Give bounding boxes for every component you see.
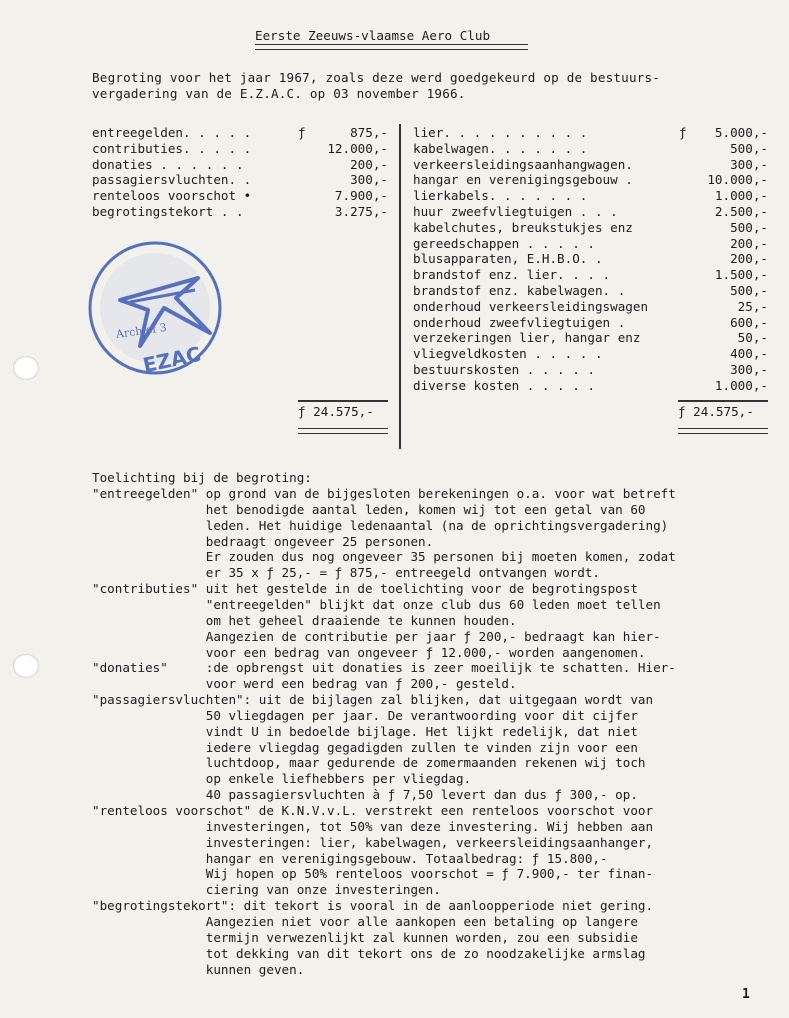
income-label: renteloos voorschot • <box>92 188 252 204</box>
expense-row <box>413 236 768 252</box>
expense-label: kabelchutes, breukstukjes enz <box>413 219 633 235</box>
note-line: op enkele liefhebbers per vliegdag. <box>92 771 472 787</box>
note-line: hangar en verenigingsgebouw. Totaalbedrag: ƒ 15.800,- <box>92 850 608 866</box>
page-number: 1 <box>742 987 750 1002</box>
expense-label: gereedschappen . . . . . <box>413 235 595 251</box>
income-row <box>92 204 388 220</box>
income-amount: 12.000,- <box>327 140 388 156</box>
expense-row <box>413 188 768 204</box>
expense-label: bestuurskosten . . . . . <box>413 361 595 377</box>
expense-label: verzekeringen lier, hangar enz <box>413 330 641 346</box>
income-total-underline <box>298 428 388 434</box>
expense-label: diverse kosten . . . . . <box>413 377 595 393</box>
expense-currency: ƒ <box>679 125 687 140</box>
expense-label: verkeersleidingsaanhangwagen. <box>413 156 633 172</box>
note-line: Aangezien de contributie per jaar ƒ 200,- bedraagt kan hier- <box>92 628 661 644</box>
note-line: "begrotingstekort": dit tekort is vooral in de aanloopperiode niet gering. <box>92 898 654 914</box>
note-line: Aangezien niet voor alle aankopen een betaling op langere <box>92 913 638 929</box>
income-label: passagiersvluchten. . <box>92 172 252 188</box>
expense-label: huur zweefvliegtuigen . . . <box>413 203 618 219</box>
expense-row <box>413 125 768 141</box>
income-amount: 300,- <box>350 172 388 188</box>
expense-amount: 200,- <box>730 251 768 267</box>
expense-row <box>413 220 768 236</box>
punch-hole-top <box>13 356 39 380</box>
expense-amount: 1.000,- <box>714 188 768 204</box>
note-line: "donaties" :de opbrengst uit donaties is zeer moeilijk te schatten. Hier- <box>92 660 676 676</box>
title-underline <box>255 44 528 50</box>
income-amount: 875,- <box>350 125 388 140</box>
note-line: termijn verwezenlijkt zal kunnen worden, zou een subsidie <box>92 929 638 945</box>
expense-row <box>413 315 768 331</box>
income-amount: 200,- <box>350 156 388 172</box>
note-line: leden. Het huidige ledenaantal (na de oprichtingsvergadering) <box>92 517 669 533</box>
note-line: "renteloos voorschot" de K.N.V.v.L. verstrekt een renteloos voorschot voor <box>92 803 654 818</box>
expense-row <box>413 378 768 394</box>
expense-row <box>413 330 768 346</box>
intro-line-2: vergadering van de E.Z.A.C. op 03 november 1966. <box>92 86 466 101</box>
expense-amount: 1.500,- <box>714 267 768 283</box>
note-line: "entreegelden" op grond van de bijgesloten berekeningen o.a. voor wat betreft <box>92 486 676 501</box>
expense-amount: 600,- <box>730 314 768 330</box>
income-amount: 3.275,- <box>334 203 388 219</box>
expense-label: lier. . . . . . . . . . <box>413 125 588 140</box>
expense-label: onderhoud verkeersleidingswagen <box>413 298 649 314</box>
intro-line-1: Begroting voor het jaar 1967, zoals deze werd goedgekeurd op de bestuurs- <box>92 70 661 85</box>
income-label: contributies. . . . . <box>92 140 252 156</box>
stamp-text: EZAC <box>140 341 203 378</box>
expense-amount: 500,- <box>730 140 768 156</box>
note-line: iedere vliegdag gegadigden zullen te vinden zijn voor een <box>92 739 638 755</box>
expense-amount: 50,- <box>737 330 768 346</box>
note-line: om het geheel draaiende te kunnen houden. <box>92 612 517 628</box>
expense-label: vliegveldkosten . . . . . <box>413 346 603 362</box>
document-title: Eerste Zeeuws-vlaamse Aero Club <box>255 28 491 43</box>
club-stamp <box>80 238 230 378</box>
expense-label: kabelwagen. . . . . . . <box>413 140 588 156</box>
expense-row <box>413 172 768 188</box>
expense-amount: 200,- <box>730 235 768 251</box>
note-line: voor werd een bedrag van ƒ 200,- gesteld. <box>92 676 517 692</box>
note-line: luchtdoop, maar gedurende de zomermaanden rekenen wij toch <box>92 755 646 771</box>
expense-sum-line <box>678 400 768 402</box>
expense-total: ƒ 24.575,- <box>678 404 754 419</box>
expense-row <box>413 157 768 173</box>
expense-amount: 300,- <box>730 361 768 377</box>
income-label: entreegelden. . . . . <box>92 125 252 140</box>
expense-amount: 300,- <box>730 156 768 172</box>
note-line: "entreegelden" blijkt dat onze club dus 60 leden moet tellen <box>92 596 661 612</box>
income-row <box>92 125 388 141</box>
income-row <box>92 157 388 173</box>
income-currency: ƒ <box>298 125 306 140</box>
note-line: er 35 x ƒ 25,- = ƒ 875,- entreegeld ontvangen wordt. <box>92 565 600 581</box>
expense-row <box>413 299 768 315</box>
note-line: ciering van onze investeringen. <box>92 882 441 898</box>
note-line: vindt U in bedoelde bijlage. Het lijkt redelijk, dat niet <box>92 723 638 739</box>
income-label: begrotingstekort . . <box>92 203 244 219</box>
expense-label: onderhoud zweefvliegtuigen . <box>413 314 626 330</box>
note-line: tot dekking van dit tekort ons de zo noodzakelijke armslag <box>92 945 646 961</box>
expense-row <box>413 141 768 157</box>
expense-row <box>413 346 768 362</box>
expense-label: brandstof enz. kabelwagen. . <box>413 282 626 298</box>
expense-amount: 25,- <box>737 298 768 314</box>
expense-row <box>413 283 768 299</box>
income-sum-line <box>298 400 388 402</box>
punch-hole-bottom <box>13 654 39 678</box>
note-line: voor een bedrag van ongeveer ƒ 12.000,- worden aangenomen. <box>92 644 646 660</box>
expense-row <box>413 362 768 378</box>
expense-table <box>413 125 768 394</box>
expense-row <box>413 251 768 267</box>
expense-row <box>413 267 768 283</box>
expense-amount: 1.000,- <box>714 377 768 393</box>
note-line: investeringen, tot 50% van deze investering. Wij hebben aan <box>92 818 654 834</box>
expense-amount: 5.000,- <box>714 125 768 140</box>
expense-label: brandstof enz. lier. . . . <box>413 267 611 283</box>
note-line: 40 passagiersvluchten à ƒ 7,50 levert dan dus ƒ 300,- op. <box>92 787 638 803</box>
expense-amount: 2.500,- <box>714 203 768 219</box>
expense-amount: 400,- <box>730 346 768 362</box>
expense-label: hangar en verenigingsgebouw . <box>413 172 633 188</box>
expense-amount: 500,- <box>730 282 768 298</box>
expense-label: blusapparaten, E.H.B.O. . <box>413 251 603 267</box>
note-line: kunnen geven. <box>92 961 305 977</box>
note-line: 50 vliegdagen per jaar. De verantwoording voor dit cijfer <box>92 707 638 723</box>
income-row <box>92 188 388 204</box>
expense-row <box>413 204 768 220</box>
column-divider <box>399 124 401 449</box>
note-line: investeringen: lier, kabelwagen, verkeersleidingsaanhanger, <box>92 834 654 850</box>
income-row <box>92 172 388 188</box>
notes-heading: Toelichting bij de begroting: <box>92 470 312 485</box>
income-label: donaties . . . . . . <box>92 156 244 172</box>
note-line: "contributies" uit het gestelde in de toelichting voor de begrotingspost <box>92 581 638 597</box>
stamp-handwriting: Archief 3 <box>115 320 168 341</box>
expense-amount: 500,- <box>730 219 768 235</box>
note-line: Er zouden dus nog ongeveer 35 personen bij moeten komen, zodat <box>92 549 676 565</box>
note-line: het benodigde aantal leden, komen wij tot een getal van 60 <box>92 501 646 517</box>
income-total: ƒ 24.575,- <box>298 404 374 419</box>
expense-amount: 10.000,- <box>707 172 768 188</box>
income-amount: 7.900,- <box>334 188 388 204</box>
note-line: bedraagt ongeveer 25 personen. <box>92 533 434 549</box>
note-line: Wij hopen op 50% renteloos voorschot = ƒ 7.900,- ter finan- <box>92 866 654 882</box>
expense-label: lierkabels. . . . . . . <box>413 188 588 204</box>
income-table <box>92 125 388 220</box>
income-row <box>92 141 388 157</box>
note-line: "passagiersvluchten": uit de bijlagen zal blijken, dat uitgegaan wordt van <box>92 692 654 708</box>
expense-total-underline <box>678 428 768 434</box>
